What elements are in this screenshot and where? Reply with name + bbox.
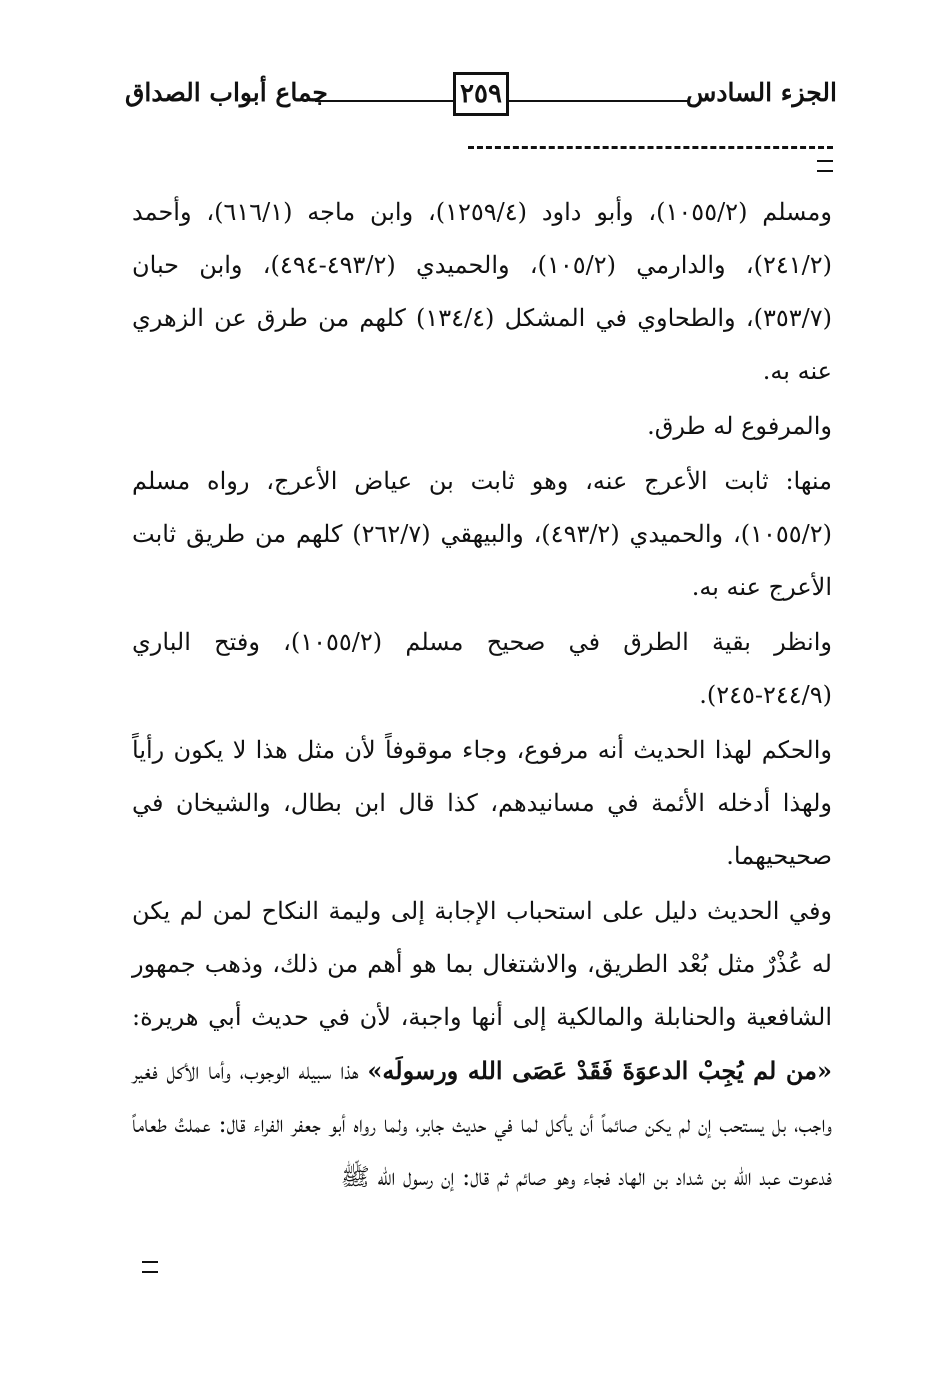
paragraph-other-routes: وانظر بقية الطرق في صحيح مسلم (١٠٥٥/٢)، وفتح الباري (٢٤٤/٩-٢٤٥). <box>132 628 832 709</box>
double-line-mark-top <box>817 160 833 172</box>
running-header <box>125 72 837 120</box>
volume-title: الجزء السادس <box>685 78 837 107</box>
double-line-mark-bottom <box>142 1261 158 1273</box>
paragraph-citations: ومسلم (١٠٥٥/٢)، وأبو داود (١٢٥٩/٤)، وابن ماجه (٦١٦/١)، وأحمد (٢٤١/٢)، والدارمي (١٠٥/٢)، والحميدي (٤٩٣/٢-٤٩٤)، وابن حبان (٣٥٣/٧)، والطحاوي في المشكل (١٣٤/٤) كلهم من طرق عن الزهري عنه به. <box>132 198 833 385</box>
section-title: جماع أبواب الصداق <box>125 78 328 107</box>
paragraph-ruling: والحكم لهذا الحديث أنه مرفوع، وجاء موقوفاً لأن مثل هذا لا يكون رأياً ولهذا أدخله الأئمة في مسانيدهم، كذا قال ابن بطال، والشيخان في صحيحيهما. <box>132 736 832 870</box>
header-rule-left <box>315 100 455 102</box>
page-number-box: ٢٥٩ <box>453 72 509 116</box>
walima-text-before: وفي الحديث دليل على استحباب الإجابة إلى وليمة النكاح لمن لم يكن له عُذْرٌ مثل بُعْد الطريق، والاشتغال بما هو أهم من ذلك، وذهب جمهور الشافعية والحنابلة والمالكية إلى أنها واجبة، لأن في حديث أبي هريرة: <box>132 897 832 1031</box>
body-text <box>132 186 832 1204</box>
paragraph-thabit: منها: ثابت الأعرج عنه، وهو ثابت بن عياض الأعرج، رواه مسلم (١٠٥٥/٢)، والحميدي (٤٩٣/٢)، والبيهقي (٢٦٢/٧) كلهم من طريق ثابت الأعرج عنه به. <box>132 467 833 601</box>
footnote-separator <box>468 146 833 149</box>
hadith-quote: «من لم يُجِبْ الدعوَةَ فَقَدْ عَصَى الله ورسولَه» <box>367 1056 832 1085</box>
paragraph-marfu: والمرفوع له طرق. <box>647 412 832 440</box>
walima-text-after: هذا سبيله الوجوب، وأما الأكل فغير واجب، بل يستحب إن لم يكن صائماً أن يأكل لما في حديث جابر، ولما رواه أبو جعفر الفراء قال: عملتُ طعاماً فدعوت عبد الله بن شداد بن الهاد فجاء وهو صائم ثم قال: إن رسول الله ﷺ <box>132 1057 832 1191</box>
paragraph-walima <box>132 885 832 1204</box>
header-rule-right <box>509 100 689 102</box>
